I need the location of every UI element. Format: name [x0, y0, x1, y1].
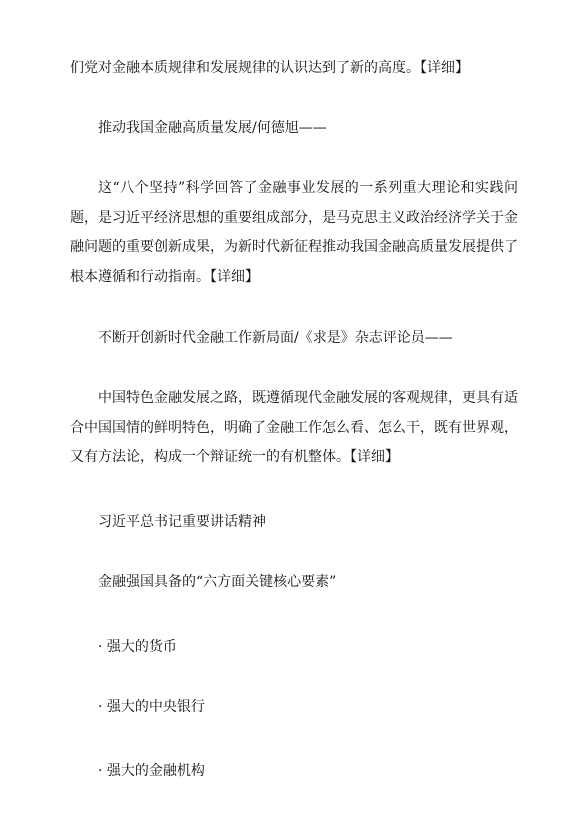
detail-link[interactable]: 【详细】 — [420, 60, 469, 76]
list-item-text: · 强大的金融机构 — [98, 763, 205, 779]
paragraph-text: 们党对金融本质规律和发展规律的认识达到了新的高度。 — [70, 60, 420, 76]
paragraph-text: 这“八个坚持”科学回答了金融事业发展的一系列重大理论和实践问题，是习近平经济思想的重要组成部分，是马克思主义政治经济学关于金融问题的重要创新成果，为新时代新征程推动我国金融高质量发展提供了根本遵循和行动指南。 — [70, 180, 518, 285]
list-item — [98, 762, 578, 780]
heading-text: 不断开创新时代金融工作新局面/《求是》杂志评论员—— — [98, 330, 453, 346]
heading-text: 金融强国具备的“六方面关键核心要素” — [98, 574, 337, 590]
heading-text: 习近平总书记重要讲话精神 — [98, 514, 266, 530]
paragraph-text: 中国特色金融发展之路，既遵循现代金融发展的客观规律，更具有适合中国国情的鲜明特色，明确了金融工作怎么看、怎么干，既有世界观，又有方法论，构成一个辩证统一的有机整体。 — [70, 390, 518, 466]
list-item — [98, 638, 578, 656]
article-heading — [98, 119, 578, 137]
article-summary — [70, 384, 518, 473]
paragraph-continuation — [70, 59, 578, 77]
heading-text: 推动我国金融高质量发展/何德旭—— — [98, 120, 327, 136]
article-summary — [70, 174, 518, 292]
section-heading — [98, 513, 578, 531]
list-item-text: · 强大的中央银行 — [98, 699, 205, 715]
detail-link[interactable]: 【详细】 — [350, 449, 399, 466]
list-item-text: · 强大的货币 — [98, 639, 177, 655]
article-heading — [98, 329, 578, 347]
detail-link[interactable]: 【详细】 — [210, 268, 259, 285]
list-item — [98, 698, 578, 716]
section-subheading — [98, 573, 578, 591]
